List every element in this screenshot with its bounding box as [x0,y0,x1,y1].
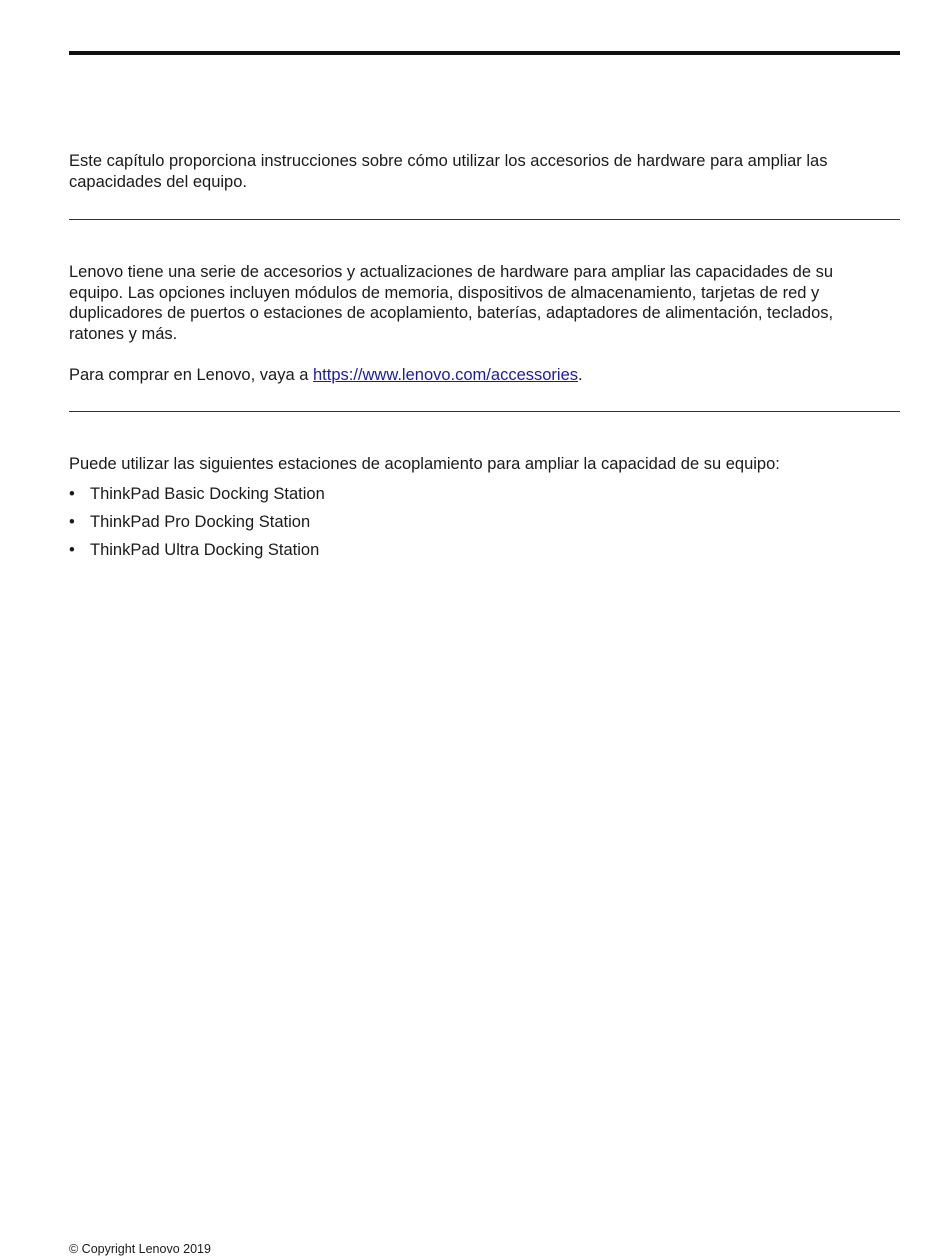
accessories-paragraph: Lenovo tiene una serie de accesorios y actualizaciones de hardware para ampliar las capacidades de su equipo. Las opciones incluyen módulos de memoria, dispositivos de almacenamiento, tarjetas de red y duplicadores de puertos o estaciones de acoplamiento, baterías, adaptadores de alimentación, teclados, ratones y más. [69,263,834,344]
chapter-top-rule [69,51,900,55]
bullet-icon: • [69,541,75,559]
buy-prefix-text: Para comprar en Lenovo, vaya a [69,366,313,384]
copyright-footer: © Copyright Lenovo 2019 [69,1242,211,1256]
list-item-label: ThinkPad Pro Docking Station [90,513,311,531]
docking-station-list [69,484,325,568]
section-divider-accessories [69,219,900,220]
bullet-icon: • [69,485,75,503]
chapter-intro-text: Este capítulo proporciona instrucciones sobre cómo utilizar los accesorios de hardware para ampliar las capacidades del equipo. [69,152,828,191]
list-item [69,484,325,512]
list-item-label: ThinkPad Ultra Docking Station [90,541,320,559]
buy-accessories-line [69,365,889,386]
buy-suffix-text: . [578,366,583,384]
accessories-link[interactable]: https://www.lenovo.com/accessories [312,366,579,384]
list-item [69,540,325,568]
list-item [69,512,325,540]
bullet-icon: • [69,513,75,531]
list-item-label: ThinkPad Basic Docking Station [90,485,325,503]
section-divider-docking [69,411,900,412]
docking-intro-text: Puede utilizar las siguientes estaciones de acoplamiento para ampliar la capacidad de su equipo: [69,455,780,473]
